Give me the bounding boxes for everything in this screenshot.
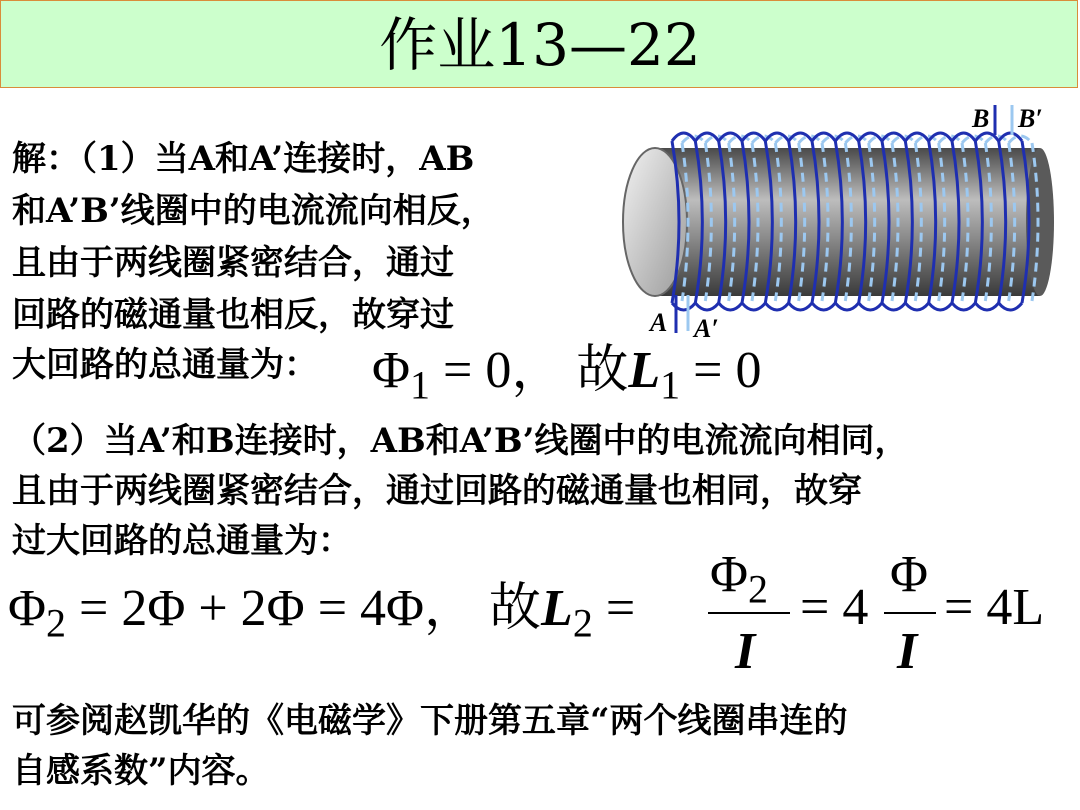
eq2-gu: 故 [489,578,542,638]
winding-bottom-loop [952,303,975,310]
eq2-L: L [541,580,573,637]
part1-line-2: 和A’B’线圈中的电流流向相反， [12,191,495,231]
winding-bottom-loop [905,303,928,310]
label-Bp: B′ [1018,104,1043,133]
eq2-num2: Φ [890,546,929,603]
eq1-L: L [628,342,661,399]
equation-2-left [8,578,635,653]
reference-line-2: 自感系数”内容。 [12,751,270,791]
eq2-sub: 2 [46,600,67,646]
label-Ap: A′ [694,314,719,343]
part2-line-2: 且由于两线圈紧密结合，通过回路的磁通量也相同，故穿 [12,471,862,511]
part1-line-1: 解：（1）当A和A’连接时，AB [12,139,475,179]
eq1-phi: Φ [372,342,411,399]
eq2-frac1-num [710,545,768,619]
winding-bottom-loop [789,303,812,310]
eq2-num1-sub: 2 [748,566,769,612]
eq1-gu: 故 [576,340,629,400]
eq2-den1: I [735,623,756,680]
winding-bottom-loop [765,303,788,310]
eq2-end [944,578,1044,638]
part2-line-1: （2）当A’和B连接时，AB和A’B’线圈中的电流流向相同， [12,421,909,461]
title-bar [0,0,1078,88]
page-title: 作业13—22 [379,11,701,79]
part1-line-5: 大回路的总通量为： [12,345,318,385]
winding-bottom-loop [812,303,835,310]
part1-line-3: 且由于两线圈紧密结合，通过 [12,243,454,283]
eq1-rest: = 0， [443,342,564,399]
winding-bottom-loop [742,303,765,310]
eq2-den2: I [897,623,918,680]
winding-bottom-loop [859,303,882,310]
winding-bottom-loop [929,303,952,310]
reference-line-1: 可参阅赵凯华的《电磁学》下册第五章“两个线圈串连的 [12,701,848,741]
solenoid-drawing [623,133,1054,310]
eq2-end-text: = 4L [944,579,1045,636]
solenoid-figure [610,95,1070,345]
eq1-sub: 1 [410,362,431,408]
part1-line-4: 回路的磁通量也相反，故穿过 [12,295,454,335]
winding-bottom-loop [999,303,1022,310]
eq2-frac2-line [884,612,936,614]
eq2-eqsign: = [605,580,636,637]
eq2-lhs: Φ [8,580,47,637]
eq2-subL: 2 [572,600,593,646]
winding-bottom-loop [695,303,718,310]
winding-bottom-loop [975,303,998,310]
eq2-mid: = 2Φ + 2Φ = 4Φ， [79,580,477,637]
label-B: B [972,104,990,133]
eq2-frac1-line [708,612,790,614]
winding-bottom-loop [719,303,742,310]
label-A: A [650,308,668,337]
eq1-end: = 0 [693,342,762,399]
eq2-num1: Φ [710,546,749,603]
equation-1 [372,340,761,415]
part2-line-3: 过大回路的总通量为： [12,521,352,561]
winding-bottom-loop [882,303,905,310]
winding-bottom-loop [835,303,858,310]
eq1-subL: 1 [660,362,681,408]
eq2-eq4: = 4 [800,579,869,636]
